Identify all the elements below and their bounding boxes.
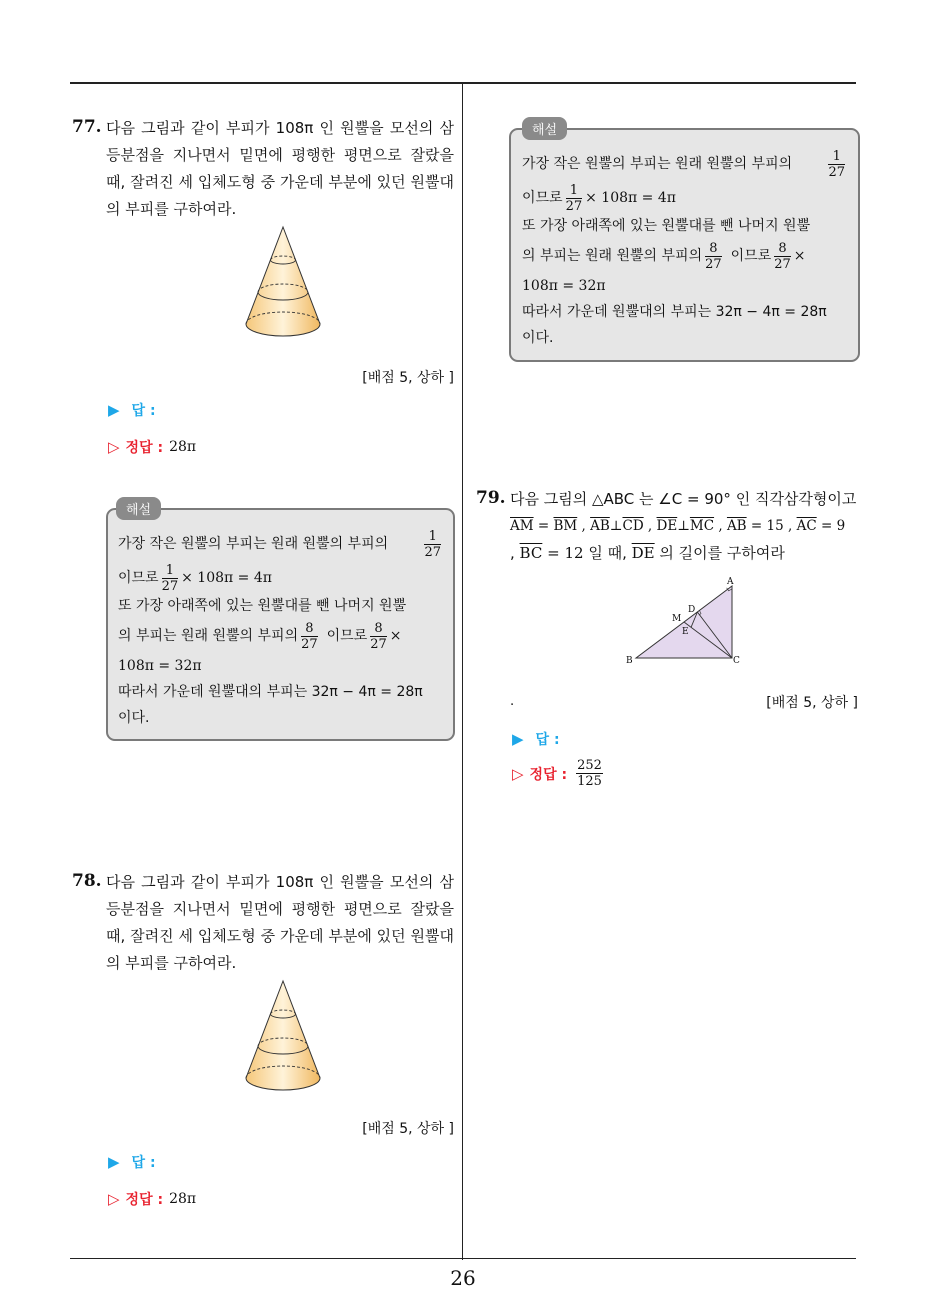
label-M: M — [672, 614, 682, 624]
label-E: E — [682, 627, 689, 637]
problem-78-text: 다음 그림과 같이 부피가 108π 인 원뿔을 모선의 삼등분점을 지나면서 밑면에 평행한 평면으로 잘랐을 때, 잘려진 세 입체도형 중 가운데 부분에 있던 원뿔대의 부피를 구하여라. — [106, 873, 454, 972]
sol-line-4a: 의 부피는 원래 원뿔의 부피의 — [522, 248, 703, 264]
p79-line-2: $\overline{AM} = \overline{BM}$ , $\overline{AB}\perp\overline{CD}$ , $\overline{DE}\perp\overline{MC}$ , $\overline{AB} = 15$ , $\overline{AC} = 9$ — [510, 518, 846, 534]
sol-line-1: 가장 작은 원뿔의 부피는 원래 원뿔의 부피의 — [118, 536, 389, 552]
fraction-8-27: $\frac{8}{27}$ — [774, 240, 791, 272]
correct-value: 28π — [169, 439, 197, 455]
p79-line-1: 다음 그림의 △ABC 는 ∠C = 90° 인 직각삼각형이고 — [510, 490, 857, 508]
cone-figure-78 — [238, 978, 328, 1098]
outline-play-icon: ▷ — [512, 764, 524, 783]
sol-line-2a: 이므로 — [522, 190, 563, 206]
fraction-8-27: $\frac{8}{27}$ — [301, 620, 318, 652]
solution-body-77 — [118, 526, 444, 730]
problem-77-text: 다음 그림과 같이 부피가 108π 인 원뿔을 모선의 삼등분점을 지나면서 밑면에 평행한 평면으로 잘랐을 때, 잘려진 세 입체도형 중 가운데 부분에 있던 원뿔대의 부피를 구하여라. — [106, 119, 454, 218]
label-C: C — [733, 656, 740, 666]
problem-77-answer-row — [108, 400, 156, 420]
sol-line-4b: 이므로 — [326, 628, 368, 644]
solution-tag: 해설 — [522, 117, 567, 140]
correct-label: 정답 : — [125, 1192, 164, 1208]
fraction-1-27: $\frac{1}{27}$ — [565, 182, 583, 214]
outline-play-icon: ▷ — [108, 438, 120, 456]
sol-line-2b: × 108π = 4π — [585, 190, 676, 206]
correct-fraction: $\frac{252}{125}$ — [577, 758, 602, 789]
column-divider — [462, 82, 463, 1260]
cone-figure-77 — [238, 224, 328, 344]
problem-79-correct-row — [512, 758, 606, 789]
sol-line-4b: 이므로 — [730, 248, 772, 264]
problem-78-correct-row — [108, 1189, 196, 1209]
page-number: 26 — [450, 1266, 476, 1290]
fraction-8-27: $\frac{8}{27}$ — [705, 240, 722, 272]
problem-77-correct-row — [108, 437, 196, 457]
bottom-rule — [70, 1258, 856, 1259]
solution-tag: 해설 — [116, 497, 161, 520]
sol-line-6: 따라서 가운데 원뿔대의 부피는 32π − 4π = 28π — [118, 684, 423, 700]
sol-line-5: 108π = 32π — [118, 658, 202, 674]
fraction-1-27: $\frac{1}{27}$ — [828, 148, 845, 180]
correct-label: 정답 : — [529, 766, 568, 783]
play-icon: ▶ — [108, 1153, 120, 1171]
fraction-8-27: $\frac{8}{27}$ — [370, 620, 387, 652]
problem-78-points: [배점 5, 상하 ] — [362, 1121, 454, 1137]
label-D: D — [688, 605, 696, 615]
triangle-figure-79 — [620, 574, 750, 670]
sol-line-2b: × 108π = 4π — [181, 570, 272, 586]
sol-line-6: 따라서 가운데 원뿔대의 부피는 32π − 4π = 28π — [522, 304, 827, 320]
sol-line-5: 108π = 32π — [522, 278, 606, 294]
fraction-1-27: $\frac{1}{27}$ — [424, 528, 441, 560]
p79-dot: . — [510, 694, 515, 709]
sol-line-7: 이다. — [118, 710, 150, 726]
sol-line-4a: 의 부피는 원래 원뿔의 부피의 — [118, 628, 299, 644]
sol-line-4c: × — [793, 248, 806, 264]
solution-body-78 — [522, 146, 848, 350]
p79-line-3: , $\overline{BC} = 12$ 일 때, $\overline{DE}$ 의 길이를 구하여라 — [510, 544, 785, 562]
problem-78-number: 78. — [72, 871, 102, 891]
problem-79-number: 79. — [476, 488, 506, 508]
sol-line-4c: × — [389, 628, 402, 644]
sol-line-7: 이다. — [522, 330, 554, 346]
correct-label: 정답 : — [125, 440, 164, 456]
problem-79-points: [배점 5, 상하 ] — [766, 695, 858, 711]
outline-play-icon: ▷ — [108, 1190, 120, 1208]
answer-label: 답 : — [131, 403, 156, 419]
sol-line-2a: 이므로 — [118, 570, 159, 586]
label-B: B — [626, 656, 633, 666]
label-A: A — [727, 577, 734, 587]
sol-line-1: 가장 작은 원뿔의 부피는 원래 원뿔의 부피의 — [522, 156, 793, 172]
play-icon: ▶ — [108, 401, 120, 419]
sol-line-3: 또 가장 아래쪽에 있는 원뿔대를 뺀 나머지 원뿔 — [118, 598, 407, 614]
problem-78-answer-row — [108, 1152, 156, 1172]
problem-79-answer-row — [512, 729, 560, 749]
top-rule — [70, 82, 856, 84]
sol-line-3: 또 가장 아래쪽에 있는 원뿔대를 뺀 나머지 원뿔 — [522, 218, 811, 234]
answer-label: 답 : — [535, 732, 560, 748]
answer-label: 답 : — [131, 1155, 156, 1171]
problem-77-points: [배점 5, 상하 ] — [362, 370, 454, 386]
problem-79-text — [510, 486, 860, 567]
fraction-1-27: $\frac{1}{27}$ — [161, 562, 179, 594]
correct-value: 28π — [169, 1191, 197, 1207]
play-icon: ▶ — [512, 730, 524, 748]
problem-77-number: 77. — [72, 117, 102, 137]
